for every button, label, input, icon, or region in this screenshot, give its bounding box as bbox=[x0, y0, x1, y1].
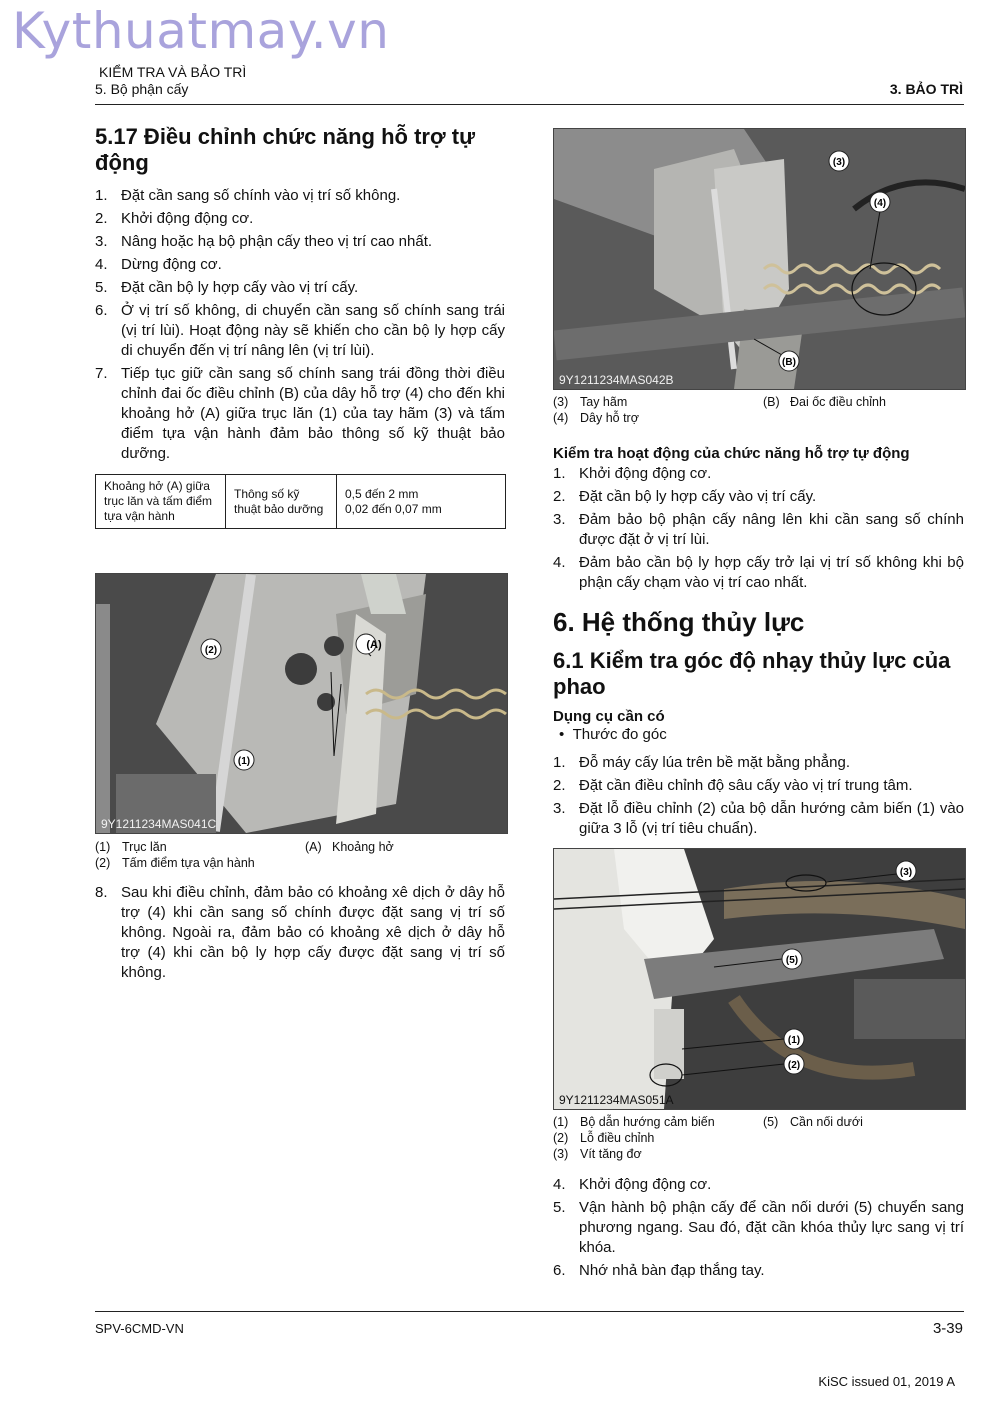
photo-roller-gap-drawing bbox=[96, 574, 507, 833]
list-item bbox=[553, 753, 964, 773]
step-number: 3. bbox=[553, 511, 566, 528]
doc-code: SPV-6CMD-VN bbox=[95, 1321, 184, 1336]
step-number: 1. bbox=[553, 754, 566, 771]
step-number: 4. bbox=[553, 1176, 566, 1193]
list-item bbox=[553, 1175, 964, 1195]
list-item bbox=[95, 186, 505, 206]
list-item bbox=[95, 255, 505, 275]
cap1-num-1: (1) bbox=[95, 840, 111, 854]
cap3-text-2: Lỗ điều chỉnh bbox=[580, 1131, 655, 1145]
step-number: 1. bbox=[553, 465, 566, 482]
step-number: 2. bbox=[553, 488, 566, 505]
step-number: 3. bbox=[95, 233, 108, 250]
cap3-num-1: (1) bbox=[553, 1115, 569, 1129]
check-heading: Kiểm tra hoạt động của chức năng hỗ trợ tự động bbox=[553, 445, 910, 462]
step-number: 2. bbox=[553, 777, 566, 794]
photo2-code: 9Y1211234MAS042B bbox=[559, 373, 674, 387]
photo-brake-arm bbox=[553, 128, 966, 390]
right-column-text bbox=[553, 445, 964, 842]
photo1-callout-2: (2) bbox=[204, 645, 218, 656]
photo3-callout-3: (3) bbox=[899, 867, 913, 878]
step-number: 5. bbox=[553, 1199, 566, 1216]
photo-sensor-guide bbox=[553, 848, 966, 1110]
caption-photo2 bbox=[553, 394, 964, 426]
cap1-text-2: Tấm điểm tựa vận hành bbox=[122, 856, 255, 870]
caption-photo3 bbox=[553, 1114, 964, 1162]
cap1-num-a: (A) bbox=[305, 840, 322, 854]
cap2-num-b: (B) bbox=[763, 395, 780, 409]
list-item bbox=[553, 464, 964, 484]
right-column-tail bbox=[553, 1175, 964, 1284]
photo2-callout-b: (B) bbox=[782, 357, 796, 368]
list-item bbox=[553, 1261, 964, 1281]
step-text: Ở vị trí số không, di chuyển cần sang số chính sang trái (vị trí lùi). Hoạt động này sẽ khiến cho cần bộ ly hợp cấy di chuyển đến vị trí nâng lên (vị trí lùi). bbox=[121, 302, 505, 359]
tools-item: Thước đo góc bbox=[572, 726, 667, 743]
photo3-callout-1: (1) bbox=[787, 1035, 801, 1046]
step-number: 8. bbox=[95, 884, 108, 901]
cap2-text-b: Đai ốc điều chỉnh bbox=[790, 395, 886, 409]
list-item bbox=[553, 510, 964, 550]
check-list bbox=[553, 464, 964, 593]
step-number: 1. bbox=[95, 187, 108, 204]
step-text: Vận hành bộ phận cấy để cần nối dưới (5) chuyển sang phương ngang. Sau đó, đặt cần khóa thủy lực sang vị trí khóa. bbox=[579, 1199, 964, 1256]
step-number: 4. bbox=[95, 256, 108, 273]
step-number: 2. bbox=[95, 210, 108, 227]
procedure-list-6-1 bbox=[553, 753, 964, 839]
header-chapter: KIỂM TRA VÀ BẢO TRÌ bbox=[99, 64, 247, 80]
tools-heading: Dụng cụ cần có bbox=[553, 708, 665, 725]
step-text: Khởi động động cơ. bbox=[579, 1176, 712, 1193]
issued-note: KiSC issued 01, 2019 A bbox=[818, 1374, 955, 1389]
left-column bbox=[95, 124, 505, 529]
step-text: Tiếp tục giữ cần sang số chính sang trái đồng thời điều chỉnh đai ốc điều chỉnh (B) của dây hỗ trợ (4) cho đến khi khoảng hở (A) giữa trục lăn (1) của tay hãm (3) và tấm điểm tựa vận hành đảm bảo thông số kỹ thuật bảo dưỡng. bbox=[121, 365, 505, 462]
tools-list bbox=[553, 725, 964, 745]
list-item bbox=[553, 1198, 964, 1258]
cap3-text-5: Cần nối dưới bbox=[790, 1115, 863, 1129]
cap2-text-3: Tay hãm bbox=[580, 395, 628, 409]
spec-table bbox=[95, 474, 506, 529]
photo2-callout-3: (3) bbox=[832, 157, 846, 168]
photo3-callout-2: (2) bbox=[787, 1060, 801, 1071]
header-section-label: 3. BẢO TRÌ bbox=[889, 81, 963, 97]
chapter-title-6: 6. Hệ thống thủy lực bbox=[553, 607, 805, 637]
section-title-6-1: 6.1 Kiểm tra góc độ nhạy thủy lực của phao bbox=[553, 648, 951, 699]
list-item bbox=[553, 487, 964, 507]
photo3-callout-5: (5) bbox=[785, 955, 799, 966]
cap2-text-4: Dây hỗ trợ bbox=[580, 411, 639, 425]
footer-rule bbox=[95, 1311, 964, 1312]
photo-brake-arm-drawing bbox=[554, 129, 965, 389]
step-text: Đặt lỗ điều chỉnh (2) của bộ dẫn hướng cảm biến (1) vào giữa 3 lỗ (vị trí tiêu chuẩn). bbox=[579, 800, 964, 837]
list-item bbox=[95, 364, 505, 464]
photo1-code: 9Y1211234MAS041C bbox=[101, 817, 217, 831]
list-item bbox=[553, 799, 964, 839]
step-text: Đỗ máy cấy lúa trên bề mặt bằng phẳng. bbox=[579, 754, 850, 771]
step-number: 6. bbox=[95, 302, 108, 319]
step8-block bbox=[95, 883, 505, 986]
spec-cell-item: Khoảng hở (A) giữa trục lăn và tấm điểm tựa vận hành bbox=[96, 475, 226, 529]
step-text: Nhớ nhả bàn đạp thắng tay. bbox=[579, 1262, 765, 1279]
photo-roller-gap bbox=[95, 573, 508, 834]
photo1-callout-a: (A) bbox=[366, 639, 382, 651]
section-title-5-17: 5.17 Điều chỉnh chức năng hỗ trợ tự động bbox=[95, 124, 475, 175]
caption-photo1 bbox=[95, 839, 506, 871]
page-number: 3-39 bbox=[932, 1320, 963, 1337]
cap3-text-3: Vít tăng đơ bbox=[580, 1147, 642, 1161]
header-rule bbox=[95, 104, 964, 105]
spec-value-in: 0,02 đến 0,07 mm bbox=[345, 501, 442, 516]
photo2-callout-4: (4) bbox=[873, 198, 887, 209]
cap1-num-2: (2) bbox=[95, 856, 111, 870]
list-item bbox=[95, 883, 505, 983]
header-subsection: 5. Bộ phận cấy bbox=[95, 81, 189, 97]
list-item bbox=[95, 278, 505, 298]
list-item bbox=[553, 553, 964, 593]
step-number: 5. bbox=[95, 279, 108, 296]
step-text: Đặt cần bộ ly hợp cấy vào vị trí cấy. bbox=[121, 279, 359, 296]
step-text: Đảm bảo cần bộ ly hợp cấy trở lại vị trí số không khi bộ phận cấy chạm vào vị trí cao nhất. bbox=[579, 554, 964, 591]
list-item bbox=[553, 776, 964, 796]
step-text: Khởi động động cơ. bbox=[579, 465, 712, 482]
cap3-num-2: (2) bbox=[553, 1131, 569, 1145]
spec-cell-value bbox=[337, 475, 506, 529]
step-text: Đảm bảo bộ phận cấy nâng lên khi cần sang số chính được đặt ở vị trí lùi. bbox=[579, 511, 964, 548]
step-text: Sau khi điều chỉnh, đảm bảo có khoảng xê dịch ở dây hỗ trợ (4) khi cần sang số chính được đặt sang vị trí số không. Ngoài ra, đảm bảo có khoảng xê dịch ở dây hỗ trợ (4) khi cần bộ ly hợp cấy được đặt sang vị trí số không. bbox=[121, 884, 505, 981]
cap3-text-1: Bộ dẫn hướng cảm biến bbox=[580, 1115, 715, 1129]
procedure-list bbox=[95, 186, 505, 464]
step-text: Đặt cần bộ ly hợp cấy vào vị trí cấy. bbox=[579, 488, 817, 505]
cap2-num-4: (4) bbox=[553, 411, 569, 425]
cap3-num-5: (5) bbox=[763, 1115, 779, 1129]
step-number: 6. bbox=[553, 1262, 566, 1279]
step-number: 4. bbox=[553, 554, 566, 571]
photo3-code: 9Y1211234MAS051A bbox=[559, 1093, 674, 1107]
list-item bbox=[95, 301, 505, 361]
step-text: Nâng hoặc hạ bộ phận cấy theo vị trí cao nhất. bbox=[121, 233, 433, 250]
photo1-callout-1: (1) bbox=[237, 756, 251, 767]
step-text: Đặt cần sang số chính vào vị trí số không. bbox=[121, 187, 401, 204]
photo-sensor-guide-drawing bbox=[554, 849, 965, 1109]
cap1-text-a: Khoảng hở bbox=[332, 840, 394, 854]
watermark-logo: Kythuatmay.vn bbox=[12, 2, 390, 60]
step-text: Khởi động động cơ. bbox=[121, 210, 254, 227]
cap1-text-1: Trục lăn bbox=[122, 840, 167, 854]
step-text: Đặt cần điều chỉnh độ sâu cấy vào vị trí trung tâm. bbox=[579, 777, 913, 794]
step-text: Dừng động cơ. bbox=[121, 256, 222, 273]
spec-value-mm: 0,5 đến 2 mm bbox=[345, 486, 419, 501]
bullet-icon: • bbox=[559, 726, 565, 743]
step-number: 7. bbox=[95, 365, 108, 382]
list-item bbox=[95, 232, 505, 252]
list-item bbox=[95, 209, 505, 229]
cap3-num-3: (3) bbox=[553, 1147, 569, 1161]
spec-cell-label: Thông số kỹ thuật bảo dưỡng bbox=[226, 475, 337, 529]
cap2-num-3: (3) bbox=[553, 395, 569, 409]
step-number: 3. bbox=[553, 800, 566, 817]
procedure-list-6-1-cont bbox=[553, 1175, 964, 1281]
